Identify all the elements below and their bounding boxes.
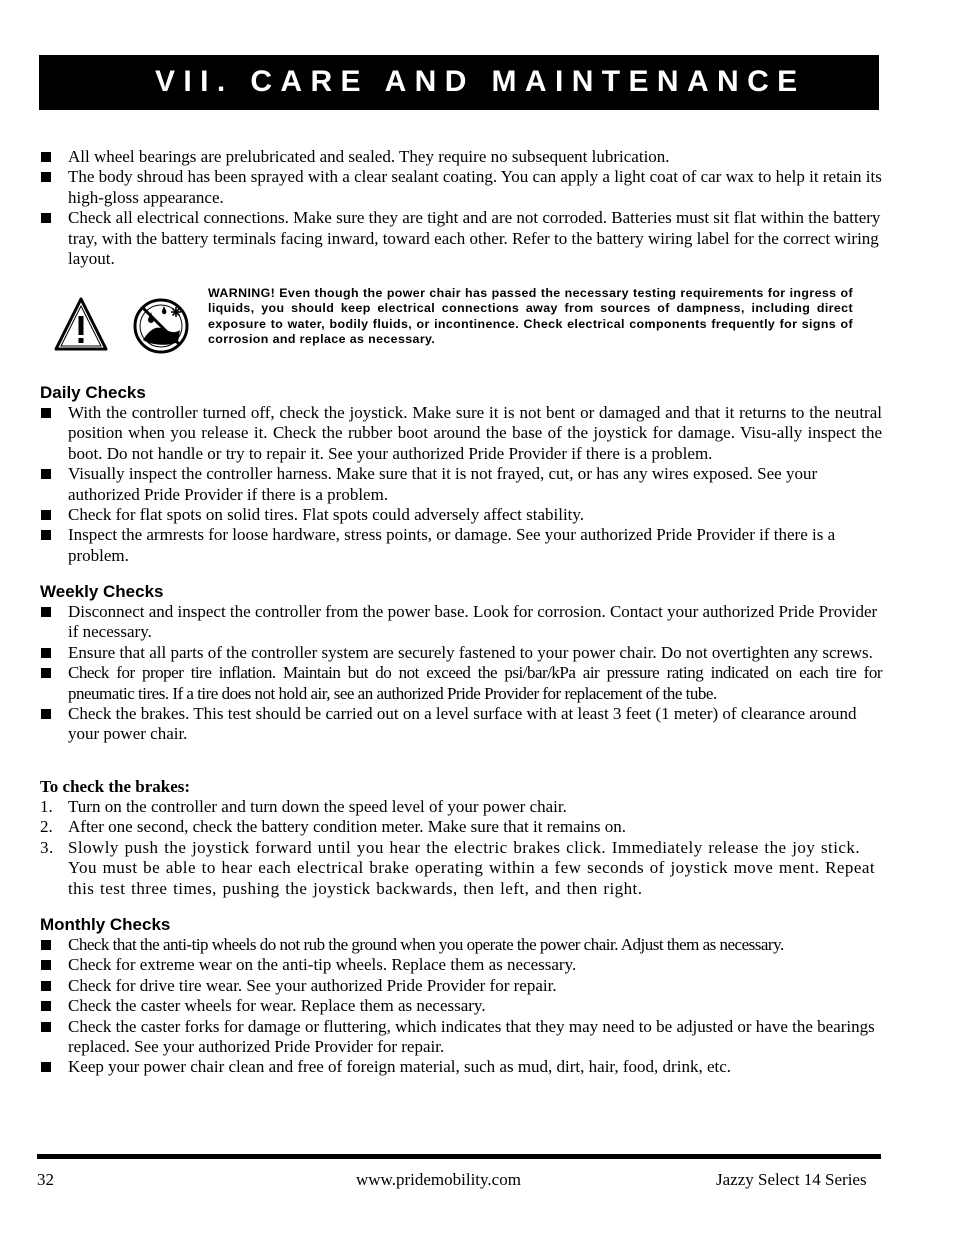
bullet-square-icon [41, 172, 51, 182]
list-item: With the controller turned off, check the joystick. Make sure it is not bent or damaged and that it returns to the neutral position when you release it. Check the rubber boot around the base of the joystick for damage. Visu-ally inspect the boot. Do not handle or try to repair it. See your authorized Pride Provider if there is a problem. [40, 403, 882, 464]
monthly-checks-heading: Monthly Checks [40, 915, 171, 934]
list-item: Check the caster wheels for wear. Replace them as necessary. [40, 996, 882, 1016]
brake-check-heading: To check the brakes: [40, 777, 191, 796]
step-number: 1. [40, 797, 53, 816]
bullet-square-icon [41, 213, 51, 223]
list-item: Keep your power chair clean and free of foreign material, such as mud, dirt, hair, food, drink, etc. [40, 1057, 882, 1077]
bullet-square-icon [41, 709, 51, 719]
daily-checks-heading: Daily Checks [40, 383, 146, 402]
bullet-square-icon [41, 668, 51, 678]
warning-triangle-icon [56, 299, 106, 349]
product-name: Jazzy Select 14 Series [716, 1170, 867, 1189]
list-item: Check the caster forks for damage or fluttering, which indicates that they may need to be adjusted or have the bearings replaced. See your authorized Pride Provider for repair. [40, 1017, 882, 1058]
list-item: Inspect the armrests for loose hardware, stress points, or damage. See your authorized Pride Provider if there is a problem. [40, 525, 882, 566]
bullet-square-icon [41, 469, 51, 479]
bullet-square-icon [41, 1062, 51, 1072]
page-number: 32 [37, 1170, 54, 1189]
step-number: 2. [40, 817, 53, 837]
list-item: Check for proper tire inflation. Maintain but do not exceed the psi/bar/kPa air pressure rating indicated on each tire for pneumatic tires. If a tire does not hold air, see an authorized Pride Provider for replacement of the tube. [40, 663, 882, 704]
list-item: The body shroud has been sprayed with a clear sealant coating. You can apply a light coat of car wax to help it retain its high-gloss appearance. [40, 167, 882, 208]
step-number: 3. [40, 837, 54, 857]
list-item: All wheel bearings are prelubricated and sealed. They require no subsequent lubrication. [40, 147, 882, 167]
list-item: Check for flat spots on solid tires. Flat spots could adversely affect stability. [40, 505, 882, 525]
footer-divider [37, 1154, 881, 1159]
bullet-square-icon [41, 648, 51, 658]
list-item: 1. Turn on the controller and turn down the speed level of your power chair. [40, 797, 567, 816]
bullet-square-icon [41, 510, 51, 520]
list-item: Check all electrical connections. Make sure they are tight and are not corroded. Batteries must sit flat within the battery tray, with the battery terminals facing inward, toward each other. Refer to the battery wiring label for the correct wiring layout. [40, 208, 882, 269]
bullet-square-icon [41, 152, 51, 162]
daily-checks-list [40, 403, 882, 566]
warning-text: WARNING! Even though the power chair has passed the necessary testing requirements for ingress of liquids, you should keep electrical connections away from sources of dampness, including direct exposure to water, bodily fluids, or incontinence. Check electrical components frequently for signs of corrosion and replace as necessary. [208, 286, 853, 347]
intro-list [40, 147, 882, 269]
list-item: Check that the anti-tip wheels do not rub the ground when you operate the power chair. Adjust them as necessary. [40, 935, 882, 955]
list-item: Check the brakes. This test should be carried out on a level surface with at least 3 feet (1 meter) of clearance around your power chair. [40, 704, 882, 745]
bullet-square-icon [41, 960, 51, 970]
brake-check-steps [40, 797, 882, 899]
bullet-square-icon [41, 1022, 51, 1032]
list-item: 3. Slowly push the joystick forward until you hear the electric brakes click. Immediately release the joy stick. You must be able to hear each electrical brake operating within a few seconds of joystick move ment. Repeat this test three times, pushing the joystick backwards, then left, and then right. [40, 837, 875, 898]
website-link[interactable]: www.pridemobility.com [356, 1170, 521, 1189]
section-header-bar [39, 55, 879, 110]
list-item: Visually inspect the controller harness. Make sure that it is not frayed, cut, or has any wires exposed. See your authorized Pride Provider if there is a problem. [40, 464, 882, 505]
list-item: Disconnect and inspect the controller from the power base. Look for corrosion. Contact your authorized Pride Provider if necessary. [40, 602, 882, 643]
bullet-square-icon [41, 940, 51, 950]
list-item: Check for drive tire wear. See your authorized Pride Provider for repair. [40, 976, 882, 996]
monthly-checks-list [40, 935, 882, 1078]
list-item: Check for extreme wear on the anti-tip wheels. Replace them as necessary. [40, 955, 882, 975]
bullet-square-icon [41, 607, 51, 617]
bullet-square-icon [41, 981, 51, 991]
section-title: VII. CARE AND MAINTENANCE [155, 65, 806, 98]
list-item: 2. After one second, check the battery condition meter. Make sure that it remains on. [40, 817, 626, 837]
bullet-square-icon [41, 1001, 51, 1011]
warning-icons [54, 296, 196, 354]
list-item: Ensure that all parts of the controller system are securely fastened to your power chair. Do not overtighten any screws. [40, 643, 882, 663]
bullet-square-icon [41, 530, 51, 540]
weekly-checks-heading: Weekly Checks [40, 582, 164, 601]
no-water-exposure-icon [135, 300, 187, 352]
bullet-square-icon [41, 408, 51, 418]
weekly-checks-list [40, 602, 882, 745]
